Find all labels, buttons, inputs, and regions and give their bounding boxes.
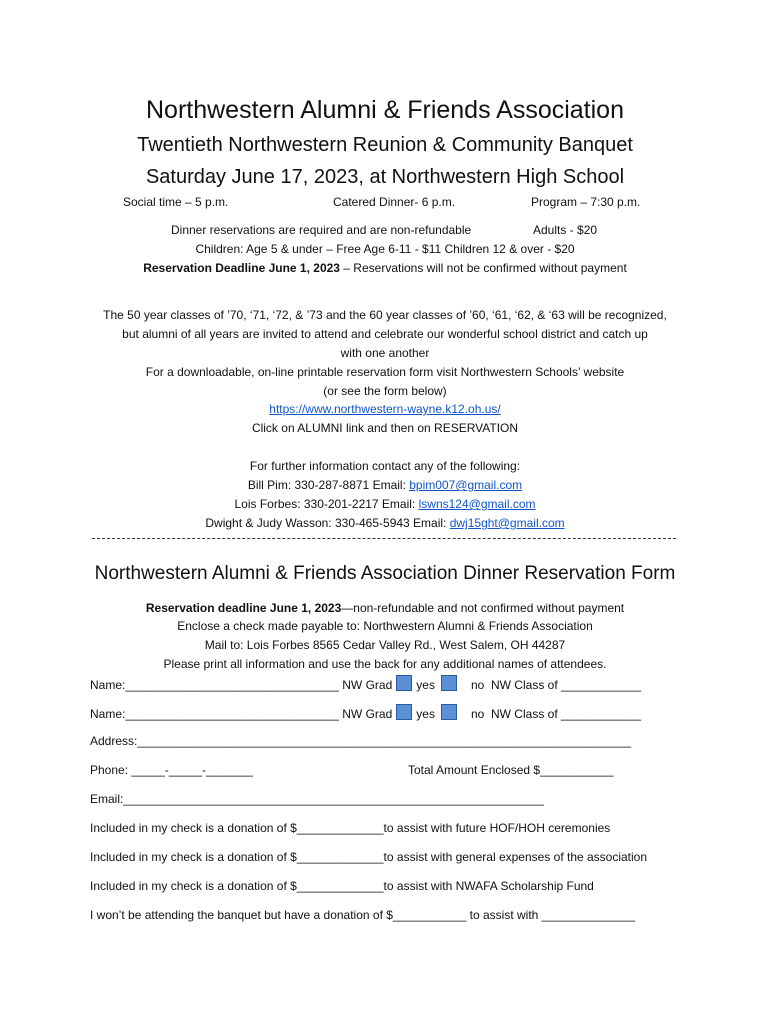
donation-general-field[interactable]: Included in my check is a donation of $_____________to assist with general expenses of the association [90,850,648,864]
yes-label: yes [416,707,435,721]
info-line-3: with one another [340,346,430,360]
contact-wasson-text: Dwight & Judy Wasson: 330-465-5943 Email: [205,516,450,530]
form-title: Northwestern Alumni & Friends Association Dinner Reservation Form [94,563,676,584]
info-line-4: For a downloadable, on-line printable reservation form visit Northwestern Schools’ website [145,365,625,379]
contact-bill-pim-email[interactable]: bpim007@gmail.com [409,478,523,492]
yes-checkbox-2[interactable] [396,704,412,720]
name-field-row [90,675,641,693]
nw-grad-label: NW Grad [342,678,393,692]
info-line-5: (or see the form below) [323,384,447,398]
adult-price: Adults - $20 [533,223,598,237]
form-deadline [0,600,770,616]
dinner-time: Catered Dinner- 6 p.m. [333,195,456,209]
nw-grad-label: NW Grad [342,707,393,721]
donation-not-attending-field[interactable]: I won’t be attending the banquet but have a donation of $___________ to assist with ______________ [90,908,636,922]
contact-wasson-email[interactable]: dwj15ght@gmail.com [449,516,565,530]
children-prices: Children: Age 5 & under – Free Age 6-11 - $11 Children 12 & over - $20 [195,242,575,256]
form-deadline-bold: Reservation deadline June 1, 2023 [145,601,342,615]
donation-hof-field[interactable]: Included in my check is a donation of $_____________to assist with future HOF/HOH ceremonies [90,821,611,835]
form-deadline-rest: —non-refundable and not confirmed without payment [341,601,625,615]
name-field-1[interactable]: Name:________________________________ [90,678,339,692]
no-checkbox-2[interactable] [441,704,457,720]
contact-lois-forbes [0,496,770,512]
address-field[interactable]: Address:__________________________________________________________________________ [90,734,632,748]
donation-scholarship-field[interactable]: Included in my check is a donation of $_____________to assist with NWAFA Scholarship Fund [90,879,594,893]
yes-checkbox-1[interactable] [396,675,412,691]
mail-to-address: Mail to: Lois Forbes 8565 Cedar Valley Rd., West Salem, OH 44287 [204,638,566,652]
info-line-2: but alumni of all years are invited to attend and celebrate our wonderful school district and catch up [122,327,648,341]
no-label: no [470,678,485,692]
phone-field[interactable]: Phone: _____-_____-_______ [90,763,253,777]
email-field[interactable]: Email:_______________________________________________________________ [90,792,544,806]
school-website-link[interactable]: https://www.northwestern-wayne.k12.oh.us/ [269,402,501,416]
social-time: Social time – 5 p.m. [123,195,229,209]
contact-lois-forbes-email[interactable]: lswns124@gmail.com [418,497,536,511]
contact-bill-pim [0,477,770,493]
info-line-1: The 50 year classes of ’70, ‘71, ‘72, & ’73 and the 60 year classes of ’60, ‘61, ‘62, & ‘63 will be recognized, [103,308,667,322]
no-checkbox-1[interactable] [441,675,457,691]
contacts-heading: For further information contact any of the following: [249,459,521,473]
yes-label: yes [416,678,435,692]
reservation-deadline-bold: Reservation Deadline June 1, 2023 [143,261,340,275]
no-label: no [470,707,485,721]
check-payable-note: Enclose a check made payable to: Northwestern Alumni & Friends Association [177,619,593,633]
reservation-deadline [0,260,770,276]
print-instructions: Please print all information and use the back for any additional names of attendees. [163,657,607,671]
contact-wasson [0,515,770,531]
event-date-line: Saturday June 17, 2023, at Northwestern High School [145,166,625,188]
contact-lois-forbes-text: Lois Forbes: 330-201-2217 Email: [234,497,419,511]
total-amount-field[interactable]: Total Amount Enclosed $___________ [408,763,614,777]
name-field-row [90,704,641,722]
reservation-deadline-rest: – Reservations will not be confirmed without payment [339,261,627,275]
page-title: Northwestern Alumni & Friends Association [146,96,624,124]
class-of-field-1[interactable]: NW Class of ____________ [490,678,642,692]
alumni-link-instructions: Click on ALUMNI link and then on RESERVATION [251,421,519,435]
reservation-required-note: Dinner reservations are required and are non-refundable [171,223,472,237]
name-field-2[interactable]: Name:________________________________ [90,707,339,721]
program-time: Program – 7:30 p.m. [531,195,641,209]
cut-line-divider [92,538,676,539]
class-of-field-2[interactable]: NW Class of ____________ [490,707,642,721]
contact-bill-pim-text: Bill Pim: 330-287-8871 Email: [247,478,410,492]
event-subtitle: Twentieth Northwestern Reunion & Community Banquet [137,134,633,156]
